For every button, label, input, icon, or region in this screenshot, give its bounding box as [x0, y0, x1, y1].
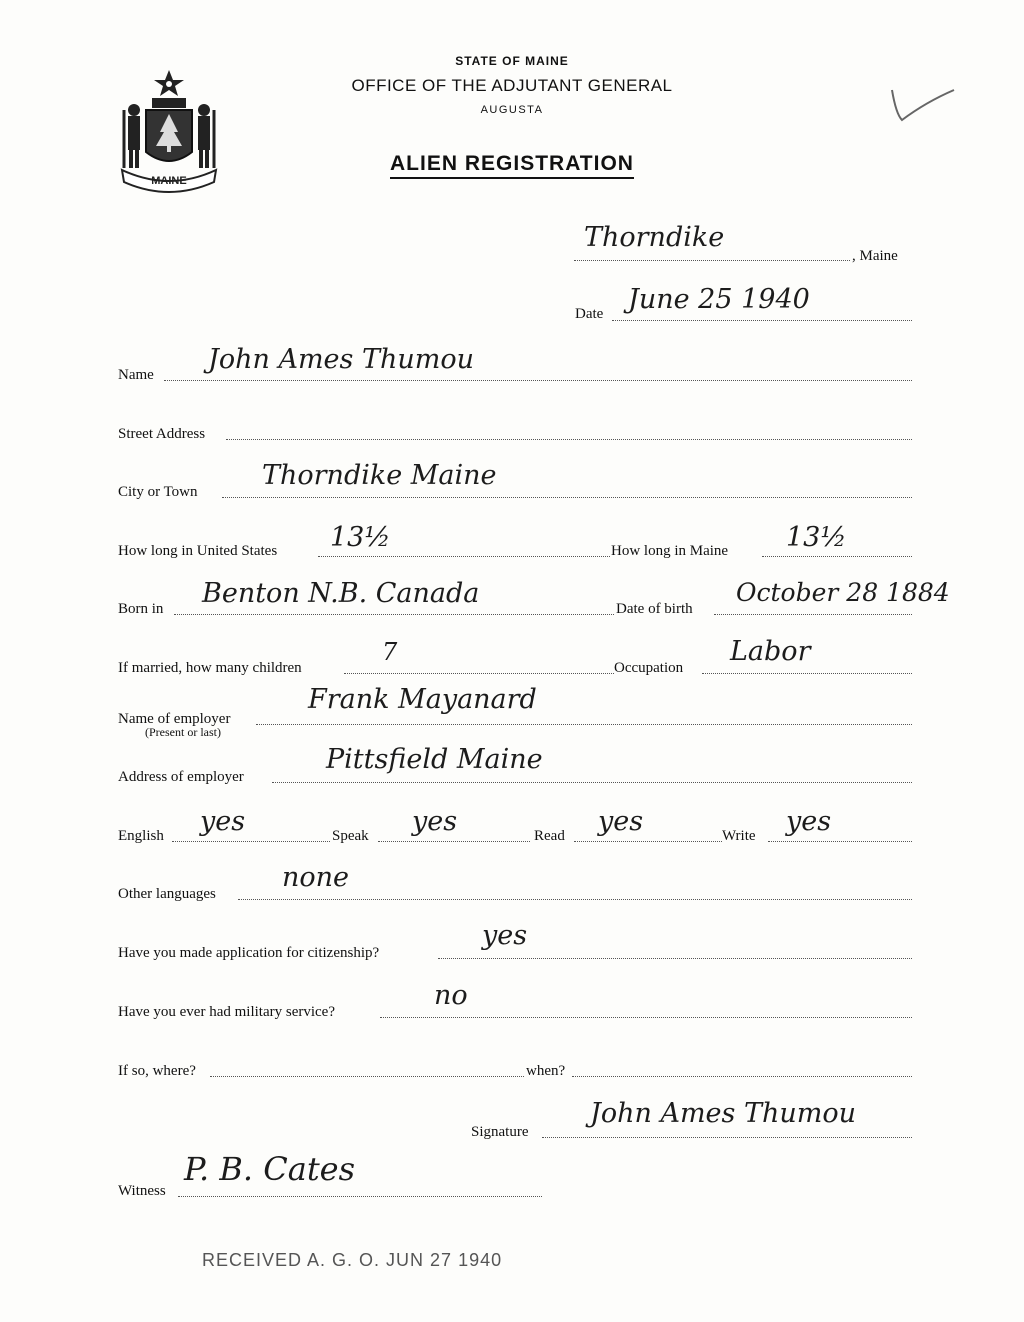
born-in-value: Benton N.B. Canada	[202, 578, 480, 609]
write-value: yes	[786, 806, 832, 837]
how-long-us-value: 13½	[330, 522, 391, 553]
children-line	[344, 673, 614, 674]
read-value: yes	[598, 806, 644, 837]
witness-value: P. B. Cates	[184, 1150, 356, 1188]
employer-address-value: Pittsfield Maine	[326, 744, 543, 775]
how-long-maine-label: How long in Maine	[611, 543, 729, 559]
speak-value: yes	[412, 806, 458, 837]
military-label: Have you ever had military service?	[118, 1004, 335, 1020]
occupation-line	[702, 673, 912, 674]
town-line	[574, 260, 850, 261]
if-so-where-label: If so, where?	[118, 1063, 196, 1079]
military-value: no	[434, 980, 468, 1011]
date-of-birth-line	[714, 614, 912, 615]
where-line	[210, 1076, 524, 1077]
maine-label: , Maine	[852, 248, 898, 264]
date-line	[612, 320, 912, 321]
employer-address-label: Address of employer	[118, 769, 244, 785]
employer-address-line	[272, 782, 912, 783]
city-town-label: City or Town	[118, 484, 198, 500]
how-long-maine-value: 13½	[786, 522, 847, 553]
read-line	[574, 841, 722, 842]
signature-line	[542, 1137, 912, 1138]
witness-line	[178, 1196, 542, 1197]
check-mark-icon	[886, 84, 958, 128]
date-label: Date	[575, 306, 604, 322]
write-line	[768, 841, 912, 842]
date-of-birth-label: Date of birth	[616, 601, 693, 617]
born-in-line	[174, 614, 614, 615]
city-town-line	[222, 497, 912, 498]
speak-line	[378, 841, 530, 842]
citizenship-line	[438, 958, 912, 959]
children-label: If married, how many children	[118, 660, 302, 676]
citizenship-label: Have you made application for citizenship?	[118, 945, 380, 961]
speak-label: Speak	[332, 828, 369, 844]
occupation-value: Labor	[730, 636, 811, 667]
street-line	[226, 439, 912, 440]
date-value: June 25 1940	[628, 284, 810, 315]
state-heading: STATE OF MAINE	[455, 54, 569, 68]
read-label: Read	[534, 828, 565, 844]
name-label: Name	[118, 367, 154, 383]
signature-value: John Ames Thumou	[590, 1098, 856, 1129]
when-line	[572, 1076, 912, 1077]
town-value: Thorndike	[584, 222, 725, 253]
name-line	[164, 380, 912, 381]
born-in-label: Born in	[118, 601, 164, 617]
military-line	[380, 1017, 912, 1018]
english-value: yes	[200, 806, 246, 837]
employer-name-line	[256, 724, 912, 725]
form-title	[0, 152, 1024, 176]
citizenship-value: yes	[482, 920, 528, 951]
seal-text: MAINE	[151, 175, 187, 187]
when-label: when?	[526, 1063, 566, 1079]
other-languages-value: none	[282, 862, 350, 893]
form-title-text: ALIEN REGISTRATION	[390, 152, 634, 179]
how-long-us-label: How long in United States	[118, 543, 278, 559]
date-of-birth-value: October 28 1884	[736, 578, 950, 607]
employer-name-value: Frank Mayanard	[308, 684, 537, 715]
english-label: English	[118, 828, 164, 844]
employer-name-label: Name of employer	[118, 711, 231, 727]
write-label: Write	[722, 828, 756, 844]
children-value: 7	[382, 638, 398, 666]
city-town-value: Thorndike Maine	[262, 460, 497, 491]
received-stamp: RECEIVED A. G. O. JUN 27 1940	[202, 1250, 503, 1270]
occupation-label: Occupation	[614, 660, 684, 676]
employer-note: (Present or last)	[145, 725, 221, 739]
how-long-us-line	[318, 556, 610, 557]
how-long-maine-line	[762, 556, 912, 557]
name-value: John Ames Thumou	[208, 344, 474, 375]
other-languages-label: Other languages	[118, 886, 216, 902]
english-line	[172, 841, 330, 842]
signature-label: Signature	[471, 1124, 529, 1140]
other-languages-line	[238, 899, 912, 900]
witness-label: Witness	[118, 1183, 166, 1199]
office-heading: OFFICE OF THE ADJUTANT GENERAL	[351, 76, 673, 95]
city-heading: AUGUSTA	[480, 104, 544, 116]
street-label: Street Address	[118, 426, 206, 442]
